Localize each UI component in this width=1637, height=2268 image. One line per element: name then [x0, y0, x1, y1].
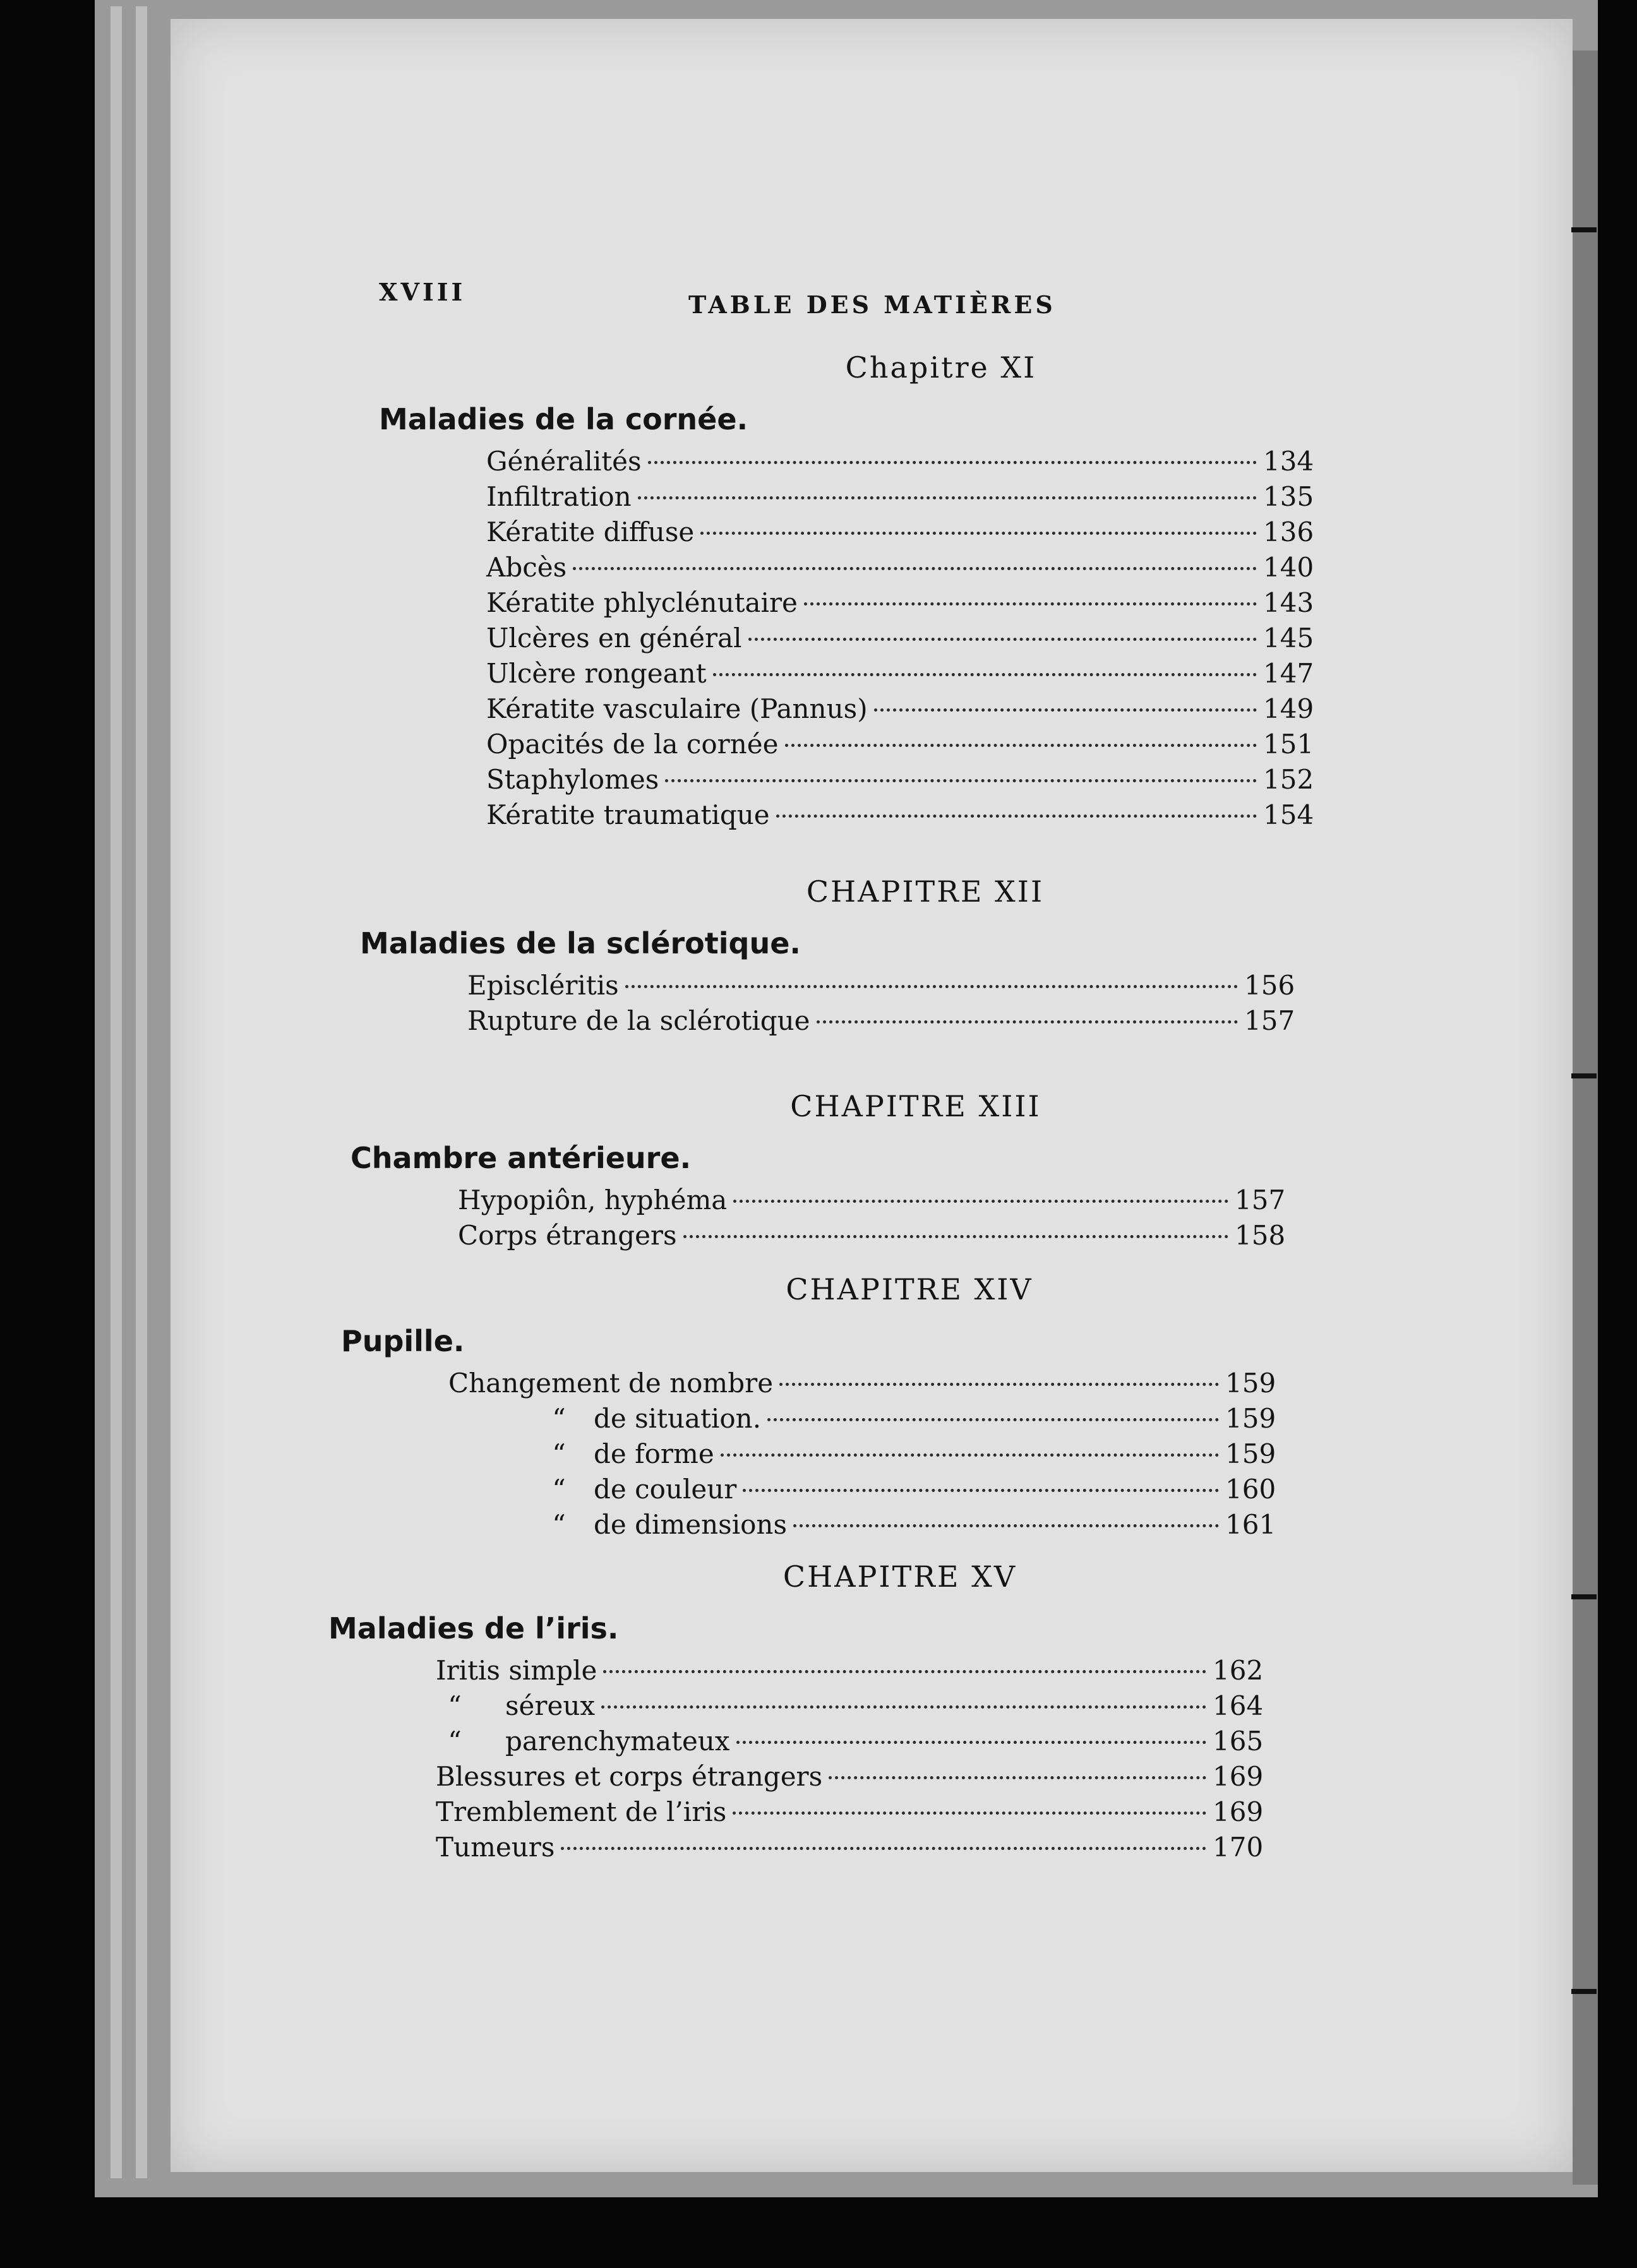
edge-mark — [1571, 1989, 1597, 1994]
dot-leader — [776, 815, 1257, 818]
page-number: 156 — [1244, 970, 1295, 1001]
toc-entry[interactable]: “ de couleur 160 — [448, 1472, 1276, 1507]
page-number: 152 — [1263, 764, 1314, 795]
toc-entry[interactable]: Abcès 140 — [486, 550, 1314, 585]
dot-leader — [793, 1524, 1219, 1527]
chapter-xii — [360, 874, 1295, 1039]
chapter-title: CHAPITRE XV — [783, 1560, 1017, 1594]
toc-entry[interactable]: Ulcère rongeant 147 — [486, 656, 1314, 691]
page-number: 140 — [1263, 552, 1314, 583]
dot-leader — [561, 1847, 1206, 1850]
page-number: 145 — [1263, 623, 1314, 654]
dot-leader — [874, 708, 1257, 712]
toc-entry[interactable]: Kératite phlyclénutaire 143 — [486, 585, 1314, 621]
toc-entry[interactable]: Kératite diffuse 136 — [486, 515, 1314, 550]
edge-mark — [1571, 1073, 1597, 1078]
chapter-heading: Maladies de l’iris. — [328, 1611, 619, 1645]
page-number: 157 — [1244, 1005, 1295, 1036]
chapter-title: Chapitre XI — [845, 350, 1037, 385]
dot-leader — [736, 1741, 1206, 1744]
dot-leader — [648, 461, 1257, 464]
dot-leader — [829, 1776, 1206, 1779]
chapter-heading: Pupille. — [341, 1324, 465, 1358]
edge-mark — [1571, 1594, 1597, 1599]
dot-leader — [748, 638, 1257, 641]
toc-entry[interactable]: Infiltration 135 — [486, 479, 1314, 515]
chapter-title: CHAPITRE XIV — [786, 1272, 1033, 1306]
dot-leader — [817, 1020, 1238, 1024]
chapter-heading: Maladies de la cornée. — [379, 402, 748, 436]
dot-leader — [785, 744, 1257, 747]
toc-entry[interactable]: Changement de nombre 159 — [448, 1366, 1276, 1401]
page-edge — [136, 6, 147, 2178]
running-head — [379, 278, 1402, 328]
page-number: 134 — [1263, 446, 1314, 477]
toc-entry[interactable]: Tumeurs 170 — [436, 1830, 1263, 1865]
chapter-xiii — [351, 1089, 1285, 1253]
toc-entry[interactable]: Iritis simple 162 — [436, 1653, 1263, 1688]
chapter-heading: Maladies de la sclérotique. — [360, 926, 801, 960]
toc-entry[interactable]: Staphylomes 152 — [486, 762, 1314, 797]
toc-entry[interactable]: Episcléritis 156 — [467, 968, 1295, 1003]
toc-entry[interactable]: Blessures et corps étrangers 169 — [436, 1759, 1263, 1794]
toc-entry[interactable]: Généralités 134 — [486, 444, 1314, 479]
page-number: 160 — [1225, 1474, 1276, 1505]
toc-entry[interactable]: “ de situation. 159 — [448, 1401, 1276, 1436]
page-number: 161 — [1225, 1509, 1276, 1540]
dot-leader — [573, 567, 1257, 570]
page-title: TABLE DES MATIÈRES — [688, 290, 1056, 319]
toc-entry[interactable]: Kératite traumatique 154 — [486, 797, 1314, 833]
page-number: 151 — [1263, 729, 1314, 760]
page-number: 154 — [1263, 799, 1314, 830]
dot-leader — [779, 1383, 1219, 1386]
dot-leader — [767, 1418, 1219, 1421]
page-number: 159 — [1225, 1438, 1276, 1469]
page-edge — [111, 6, 122, 2178]
page-number: 170 — [1213, 1832, 1264, 1863]
edge-mark — [1571, 227, 1597, 232]
dot-leader — [713, 673, 1257, 676]
toc-entry[interactable]: “ séreux 164 — [436, 1688, 1263, 1724]
dot-leader — [721, 1453, 1219, 1457]
dot-leader — [625, 985, 1238, 988]
page-number: 165 — [1213, 1726, 1264, 1757]
dot-leader — [804, 602, 1257, 606]
page-number: 159 — [1225, 1403, 1276, 1434]
dot-leader — [700, 532, 1257, 535]
ditto-mark: “ — [552, 1474, 566, 1505]
page-number: 164 — [1213, 1690, 1264, 1721]
toc-entry[interactable]: Opacités de la cornée 151 — [486, 727, 1314, 762]
page-number: 159 — [1225, 1368, 1276, 1399]
chapter-xiv — [341, 1272, 1276, 1543]
toc-entry[interactable]: “ de dimensions 161 — [448, 1507, 1276, 1543]
chapter-heading: Chambre antérieure. — [351, 1141, 692, 1175]
dot-leader — [733, 1200, 1228, 1203]
toc-entry[interactable]: “ de forme 159 — [448, 1436, 1276, 1472]
page-number: 136 — [1263, 516, 1314, 547]
dot-leader — [743, 1489, 1219, 1492]
ditto-mark: “ — [448, 1690, 462, 1721]
ditto-mark: “ — [552, 1438, 566, 1469]
toc-entry[interactable]: Corps étrangers 158 — [458, 1218, 1285, 1253]
chapter-xi — [379, 350, 1314, 833]
ditto-mark: “ — [552, 1403, 566, 1434]
page-number: 158 — [1235, 1220, 1286, 1251]
dot-leader — [733, 1811, 1206, 1815]
dot-leader — [601, 1705, 1206, 1709]
toc-entry[interactable]: “ parenchymateux 165 — [436, 1724, 1263, 1759]
page-number: 147 — [1263, 658, 1314, 689]
ditto-mark: “ — [552, 1509, 566, 1540]
page-number: 135 — [1263, 481, 1314, 512]
folio: XVIII — [379, 278, 466, 306]
toc-entry[interactable]: Ulcères en général 145 — [486, 621, 1314, 656]
chapter-xv — [328, 1560, 1263, 1865]
ditto-mark: “ — [448, 1726, 462, 1757]
page-number: 149 — [1263, 693, 1314, 724]
toc-entry[interactable]: Kératite vasculaire (Pannus) 149 — [486, 691, 1314, 727]
dot-leader — [665, 779, 1257, 782]
binding-strip — [1573, 51, 1598, 2185]
page-number: 157 — [1235, 1185, 1286, 1215]
dot-leader — [603, 1670, 1206, 1673]
toc-entry[interactable]: Tremblement de l’iris 169 — [436, 1794, 1263, 1830]
page-number: 162 — [1213, 1655, 1264, 1686]
chapter-title: CHAPITRE XIII — [790, 1089, 1041, 1123]
toc-entry[interactable]: Hypopiôn, hyphéma 157 — [458, 1183, 1285, 1218]
page-number: 143 — [1263, 587, 1314, 618]
page-number: 169 — [1213, 1761, 1264, 1792]
page-number: 169 — [1213, 1796, 1264, 1827]
dot-leader — [683, 1235, 1228, 1238]
chapter-title: CHAPITRE XII — [806, 874, 1045, 909]
dot-leader — [638, 496, 1257, 499]
toc-entry[interactable]: Rupture de la sclérotique 157 — [467, 1003, 1295, 1039]
